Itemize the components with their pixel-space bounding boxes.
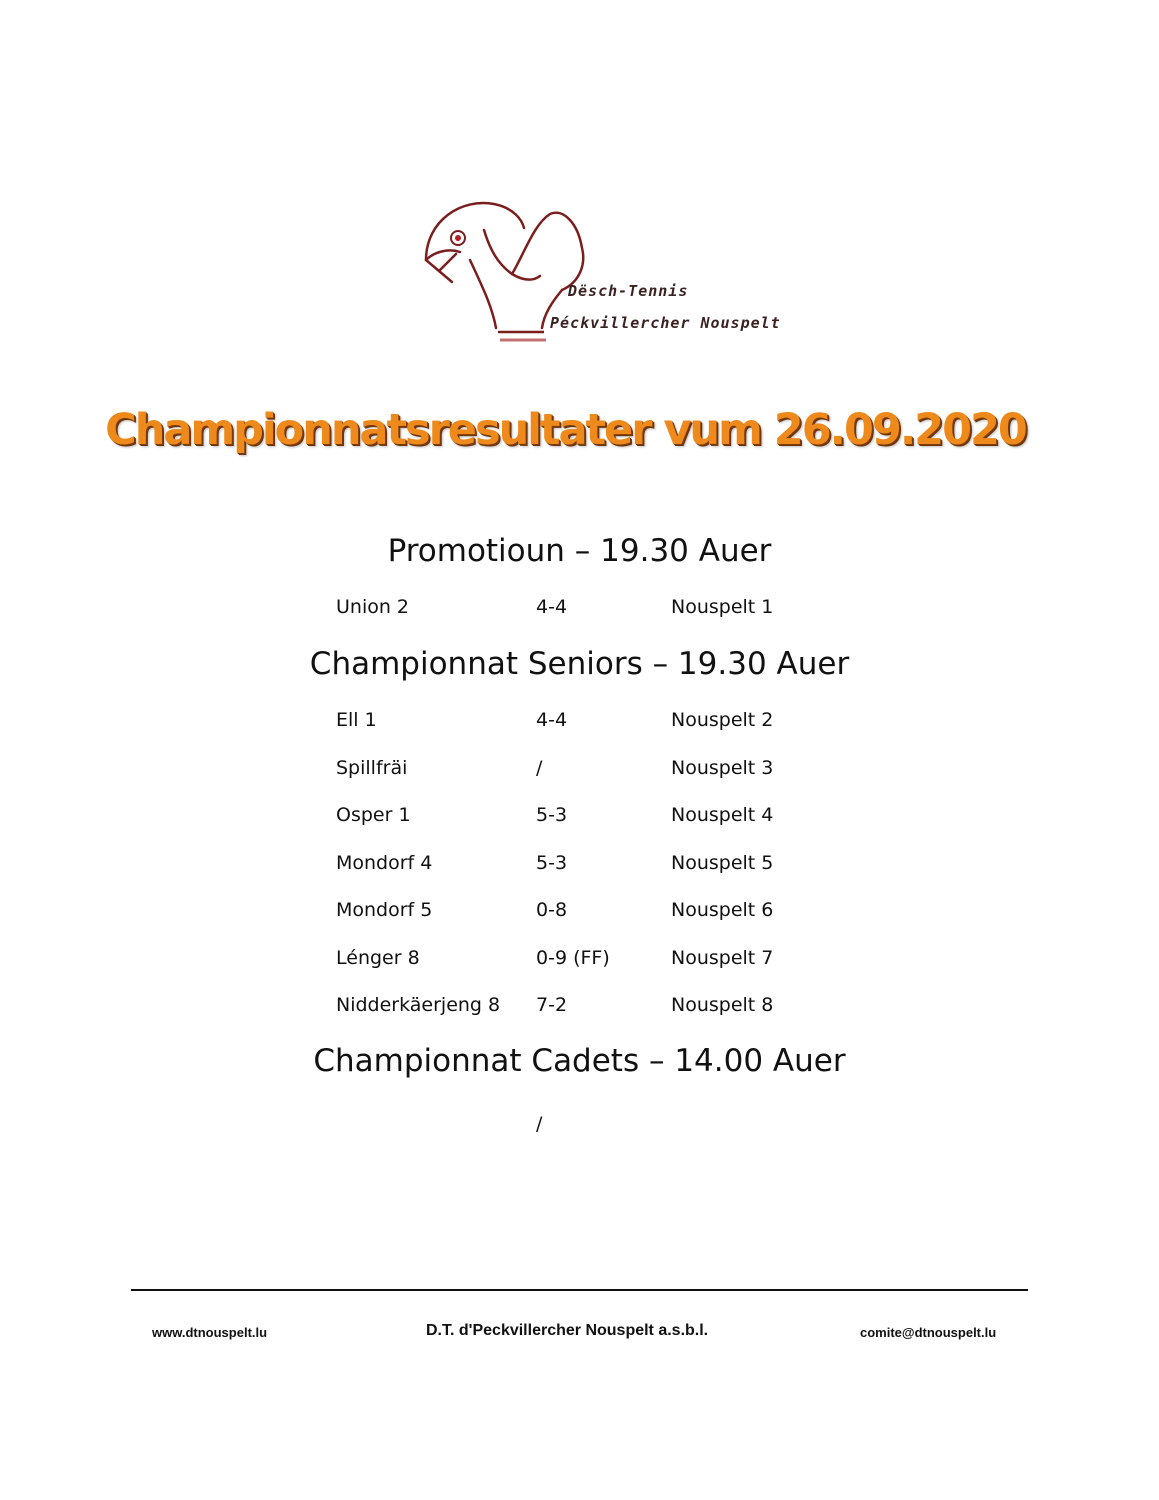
match-score: 7-2 <box>536 994 568 1016</box>
match-away-team: Nouspelt 3 <box>671 757 774 779</box>
match-home-team: Nidderkäerjeng 8 <box>336 994 501 1016</box>
match-row <box>336 804 836 830</box>
match-row <box>336 899 836 925</box>
match-score: 0-9 (FF) <box>536 947 610 969</box>
match-home-team: Lénger 8 <box>336 947 420 969</box>
match-home-team: Mondorf 4 <box>336 852 433 874</box>
footer-divider <box>131 1289 1028 1291</box>
section-heading-cadets: Championnat Cadets – 14.00 Auer <box>313 1043 846 1079</box>
match-score: 0-8 <box>536 899 568 921</box>
match-row <box>336 947 836 973</box>
section-heading-seniors: Championnat Seniors – 19.30 Auer <box>309 646 850 682</box>
match-away-team: Nouspelt 1 <box>671 596 774 618</box>
match-away-team: Nouspelt 4 <box>671 804 774 826</box>
match-away-team: Nouspelt 6 <box>671 899 774 921</box>
club-logo <box>412 190 781 360</box>
logo-text-line2: Péckvillercher Nouspelt <box>550 314 781 332</box>
section-heading-promotioun: Promotioun – 19.30 Auer <box>387 533 772 569</box>
match-home-team: Osper 1 <box>336 804 411 826</box>
match-score: 5-3 <box>536 852 568 874</box>
match-home-team: Spillfräi <box>336 757 408 779</box>
logo-text-line1: Dësch-Tennis <box>568 282 689 300</box>
footer-website: www.dtnouspelt.lu <box>152 1325 268 1340</box>
match-score: 4-4 <box>536 709 568 731</box>
match-score: 4-4 <box>536 596 568 618</box>
match-away-team: Nouspelt 5 <box>671 852 774 874</box>
parrot-logo-icon <box>412 190 772 360</box>
match-row <box>336 852 836 878</box>
match-row <box>336 596 836 622</box>
match-away-team: Nouspelt 8 <box>671 994 774 1016</box>
match-row <box>336 994 836 1020</box>
match-away-team: Nouspelt 7 <box>671 947 774 969</box>
cadets-no-result: / <box>536 1113 543 1135</box>
match-home-team: Ell 1 <box>336 709 377 731</box>
match-row <box>336 709 836 735</box>
footer-email: comite@dtnouspelt.lu <box>860 1325 997 1340</box>
match-score: 5-3 <box>536 804 568 826</box>
page-title: Championnatsresultater vum 26.09.2020 <box>105 405 1026 455</box>
footer-organisation: D.T. d'Peckvillercher Nouspelt a.s.b.l. <box>426 1322 709 1339</box>
match-home-team: Union 2 <box>336 596 410 618</box>
match-row <box>336 757 836 783</box>
match-home-team: Mondorf 5 <box>336 899 433 921</box>
match-away-team: Nouspelt 2 <box>671 709 774 731</box>
match-score: / <box>536 757 543 779</box>
